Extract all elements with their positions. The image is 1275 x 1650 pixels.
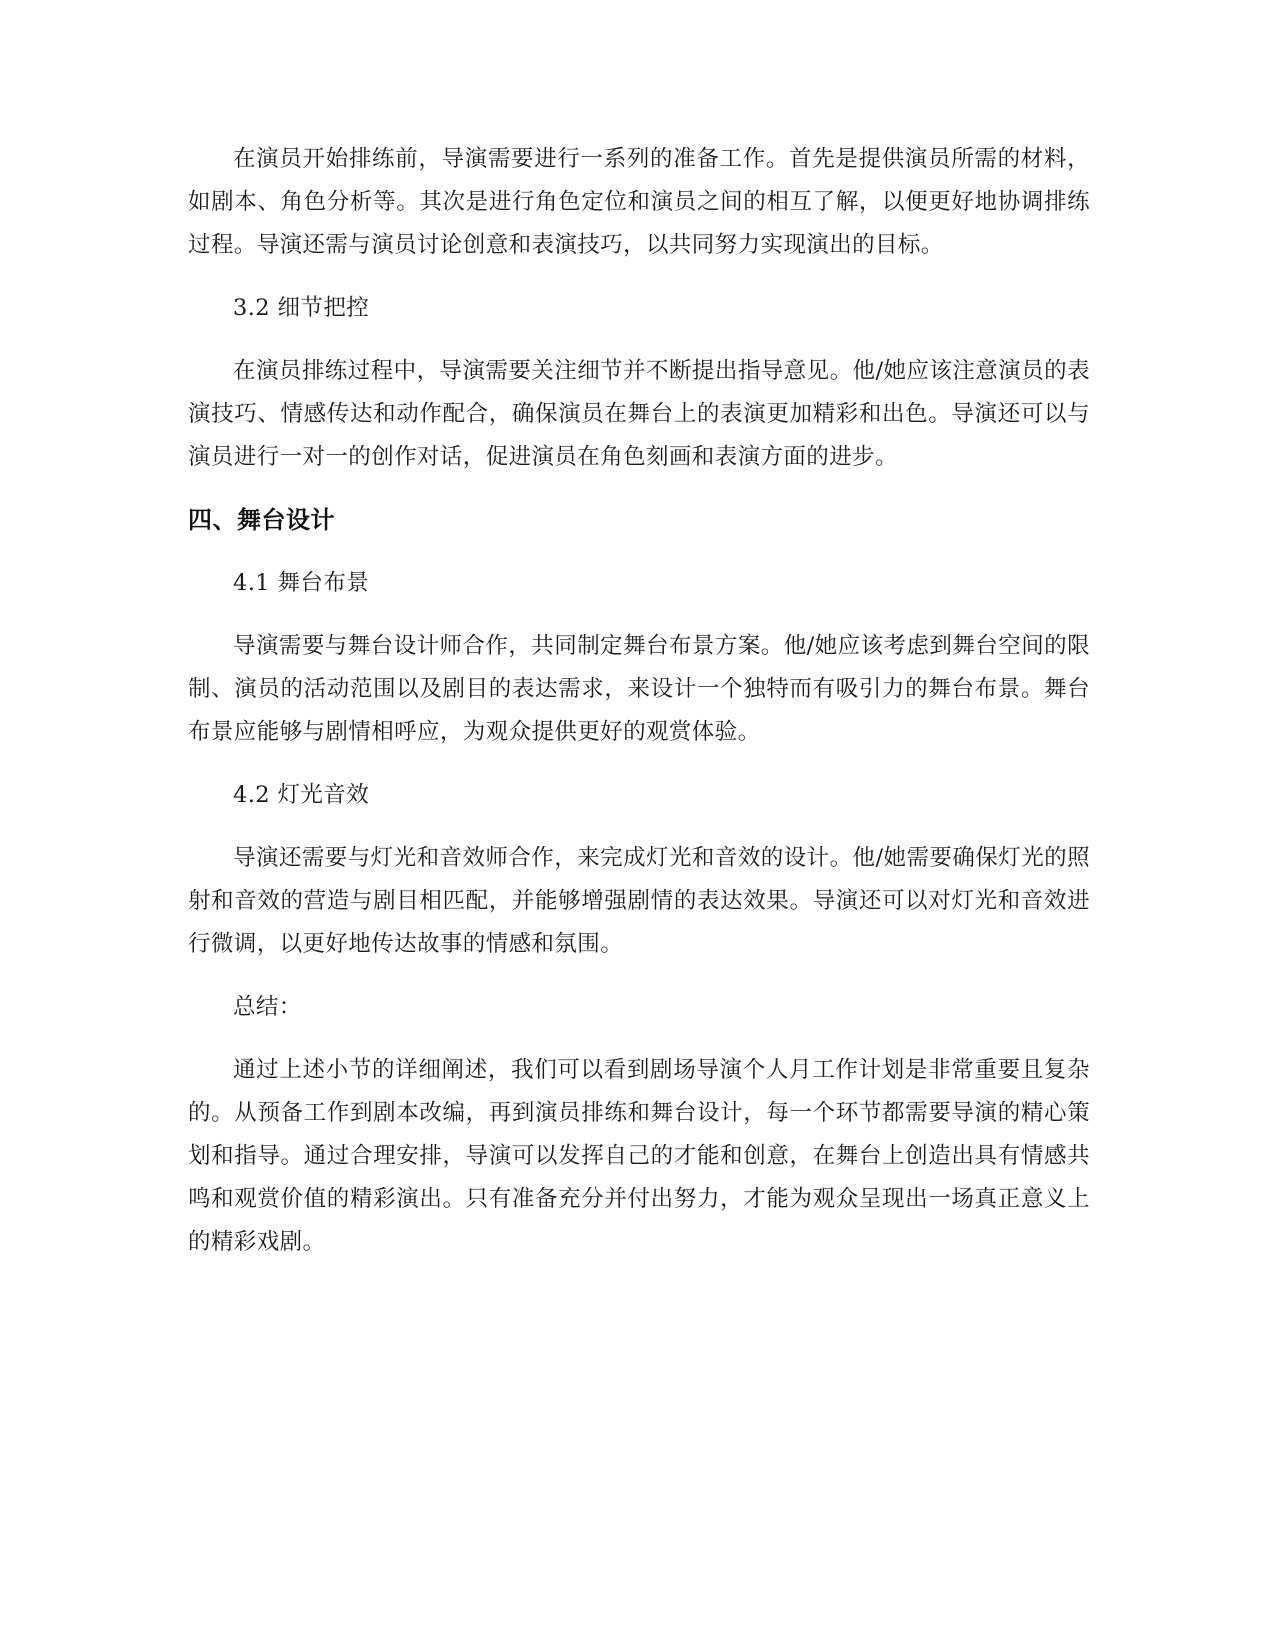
subheading-4-2: 4.2 灯光音效 <box>233 782 370 808</box>
paragraph-detail-control: 在演员排练过程中，导演需要关注细节并不断提出指导意见。他/她应该注意演员的表演技巧、情感传达和动作配合，确保演员在舞台上的表演更加精彩和出色。导演还可以与演员进行一对一的创作对话，促进演员在角色刻画和表演方面的进步。 <box>188 358 1090 470</box>
paragraph-stage-set: 导演需要与舞台设计师合作，共同制定舞台布景方案。他/她应该考虑到舞台空间的限制、演员的活动范围以及剧目的表达需求，来设计一个独特而有吸引力的舞台布景。舞台布景应能够与剧情相呼应，为观众提供更好的观赏体验。 <box>188 633 1090 745</box>
summary-label: 总结： <box>233 994 302 1020</box>
subheading-4-1: 4.1 舞台布景 <box>233 570 370 596</box>
document-body <box>188 138 1090 1264</box>
paragraph-summary: 通过上述小节的详细阐述，我们可以看到剧场导演个人月工作计划是非常重要且复杂的。从预备工作到剧本改编，再到演员排练和舞台设计，每一个环节都需要导演的精心策划和指导。通过合理安排，导演可以发挥自己的才能和创意，在舞台上创造出具有情感共鸣和观赏价值的精彩演出。只有准备充分并付出努力，才能为观众呈现出一场真正意义上的精彩戏剧。 <box>188 1057 1090 1255</box>
subheading-3-2: 3.2 细节把控 <box>233 295 370 321</box>
paragraph-lighting-sound: 导演还需要与灯光和音效师合作，来完成灯光和音效的设计。他/她需要确保灯光的照射和音效的营造与剧目相匹配，并能够增强剧情的表达效果。导演还可以对灯光和音效进行微调，以更好地传达故事的情感和氛围。 <box>188 845 1090 957</box>
paragraph-preparation: 在演员开始排练前，导演需要进行一系列的准备工作。首先是提供演员所需的材料，如剧本、角色分析等。其次是进行角色定位和演员之间的相互了解，以便更好地协调排练过程。导演还需与演员讨论创意和表演技巧，以共同努力实现演出的目标。 <box>188 146 1090 258</box>
section-heading-stage-design: 四、舞台设计 <box>188 506 335 534</box>
